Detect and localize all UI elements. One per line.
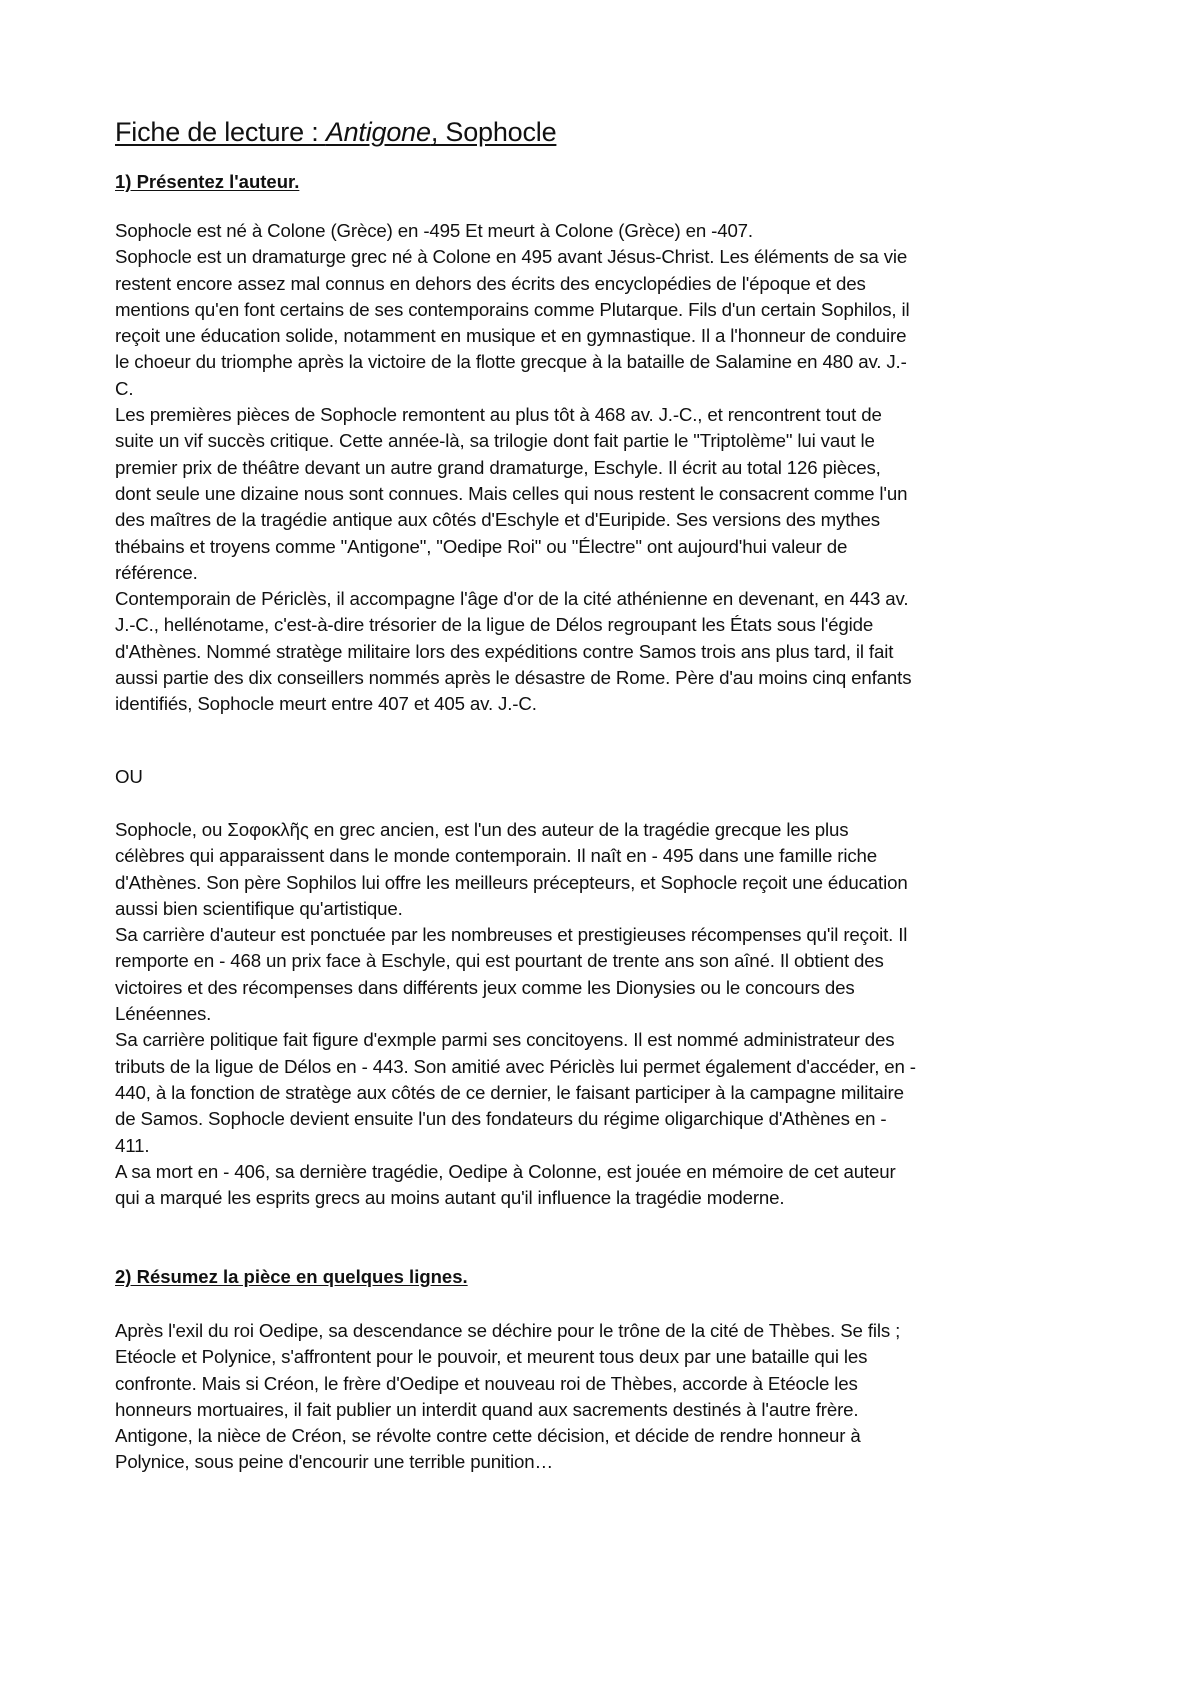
paragraph-line: A sa mort en - 406, sa dernière tragédie, Oedipe à Colonne, est jouée en mémoire de cet auteur <box>115 1160 896 1182</box>
paragraph-line: confronte. Mais si Créon, le frère d'Oedipe et nouveau roi de Thèbes, accorde à Etéocle les <box>115 1372 858 1394</box>
paragraph-line: Lénéennes. <box>115 1003 212 1025</box>
paragraph-line: suite un vif succès critique. Cette année-là, sa trilogie dont fait partie le "Triptolème" lui vaut le <box>115 430 875 452</box>
paragraph-line: Etéocle et Polynice, s'affrontent pour le pouvoir, et meurent tous deux par une bataille qui les <box>115 1346 868 1368</box>
paragraph-line: mentions qu'en font certains de ses contemporains comme Plutarque. Fils d'un certain Sophilos, il <box>115 298 910 320</box>
paragraph-line: Les premières pièces de Sophocle remontent au plus tôt à 468 av. J.-C., et rencontrent tout de <box>115 404 882 426</box>
separator-text: OU <box>115 766 143 787</box>
document-title <box>115 114 556 150</box>
paragraph-line: des maîtres de la tragédie antique aux côtés d'Eschyle et d'Euripide. Ses versions des mythes <box>115 509 880 531</box>
paragraph-line: Sophocle est né à Colone (Grèce) en -495 Et meurt à Colone (Grèce) en -407. <box>115 220 753 241</box>
paragraph-line: 440, à la fonction de stratège aux côtés de ce dernier, le faisant participer à la campagne militaire <box>115 1081 904 1103</box>
paragraph-line: restent encore assez mal connus en dehors des écrits des encyclopédies de l'époque et des <box>115 272 866 294</box>
paragraph-line: J.-C., hellénotame, c'est-à-dire trésorier de la ligue de Délos regroupant les États sous l'égide <box>115 614 874 636</box>
paragraph-line: Sa carrière politique fait figure d'exmple parmi ses concitoyens. Il est nommé administrateur des <box>115 1029 895 1051</box>
paragraph-line: 411. <box>115 1134 150 1156</box>
paragraph-line: honneurs mortuaires, il fait publier un interdit quand aux sacrements destinés à l'autre frère. <box>115 1398 859 1420</box>
paragraph-line: le choeur du triomphe après la victoire de la flotte grecque à la bataille de Salamine en 480 av. J.- <box>115 351 907 373</box>
paragraph-line: dont seule une dizaine nous sont connues. Mais celles qui nous restent le consacrent comme l'un <box>115 482 908 504</box>
section1-version-a <box>115 218 1095 718</box>
paragraph-line: Après l'exil du roi Oedipe, sa descendance se déchire pour le trône de la cité de Thèbes. Se fils ; <box>115 1320 901 1341</box>
section2-heading: 2) Résumez la pièce en quelques lignes. <box>115 1266 468 1287</box>
paragraph-line: d'Athènes. Nommé stratège militaire lors des expéditions contre Samos trois ans plus tard, il fait <box>115 640 894 662</box>
paragraph-line: Sophocle, ou Σοφοκλῆς en grec ancien, est l'un des auteur de la tragédie grecque les plus <box>115 819 849 840</box>
paragraph-line: victoires et des récompenses dans différents jeux comme les Dionysies ou le concours des <box>115 976 855 998</box>
title-suffix: , Sophocle <box>430 117 557 147</box>
paragraph-line: thébains et troyens comme "Antigone", "Oedipe Roi" ou "Électre" ont aujourd'hui valeur de <box>115 535 848 557</box>
paragraph-line: aussi bien scientifique qu'artistique. <box>115 897 403 919</box>
paragraph-line: Antigone, la nièce de Créon, se révolte contre cette décision, et décide de rendre honneur à <box>115 1425 861 1447</box>
paragraph-line: identifiés, Sophocle meurt entre 407 et 405 av. J.-C. <box>115 693 537 715</box>
section2-body <box>115 1318 1095 1476</box>
paragraph-line: premier prix de théâtre devant un autre grand dramaturge, Eschyle. Il écrit au total 126 pièces, <box>115 456 881 478</box>
paragraph-line: d'Athènes. Son père Sophilos lui offre les meilleurs précepteurs, et Sophocle reçoit une éducation <box>115 871 908 893</box>
paragraph-line: remporte en - 468 un prix face à Eschyle, qui est pourtant de trente ans son aîné. Il obtient des <box>115 950 884 972</box>
paragraph-line: Sophocle est un dramaturge grec né à Colone en 495 avant Jésus-Christ. Les éléments de sa vie <box>115 246 908 268</box>
paragraph-line: C. <box>115 377 134 399</box>
paragraph-line: Sa carrière d'auteur est ponctuée par les nombreuses et prestigieuses récompenses qu'il reçoit. Il <box>115 924 908 946</box>
section1-version-b <box>115 817 1095 1211</box>
section1-separator <box>115 764 1095 790</box>
paragraph-line: aussi partie des dix conseillers nommés après le désastre de Rome. Père d'au moins cinq enfants <box>115 667 912 689</box>
paragraph-line: référence. <box>115 561 198 583</box>
paragraph-line: qui a marqué les esprits grecs au moins autant qu'il influence la tragédie moderne. <box>115 1187 785 1209</box>
paragraph-line: tributs de la ligue de Délos en - 443. Son amitié avec Périclès lui permet également d'accéder, en - <box>115 1055 916 1077</box>
paragraph-line: Polynice, sous peine d'encourir une terrible punition… <box>115 1451 554 1473</box>
title-work: Antigone <box>325 117 431 147</box>
title-prefix: Fiche de lecture : <box>115 117 326 147</box>
paragraph-line: de Samos. Sophocle devient ensuite l'un des fondateurs du régime oligarchique d'Athènes en - <box>115 1108 887 1130</box>
paragraph-line: Contemporain de Périclès, il accompagne l'âge d'or de la cité athénienne en devenant, en 443 av. <box>115 588 909 610</box>
paragraph-line: célèbres qui apparaissent dans le monde contemporain. Il naît en - 495 dans une famille riche <box>115 845 878 867</box>
paragraph-line: reçoit une éducation solide, notamment en musique et en gymnastique. Il a l'honneur de conduire <box>115 325 907 347</box>
section1-heading: 1) Présentez l'auteur. <box>115 171 300 192</box>
